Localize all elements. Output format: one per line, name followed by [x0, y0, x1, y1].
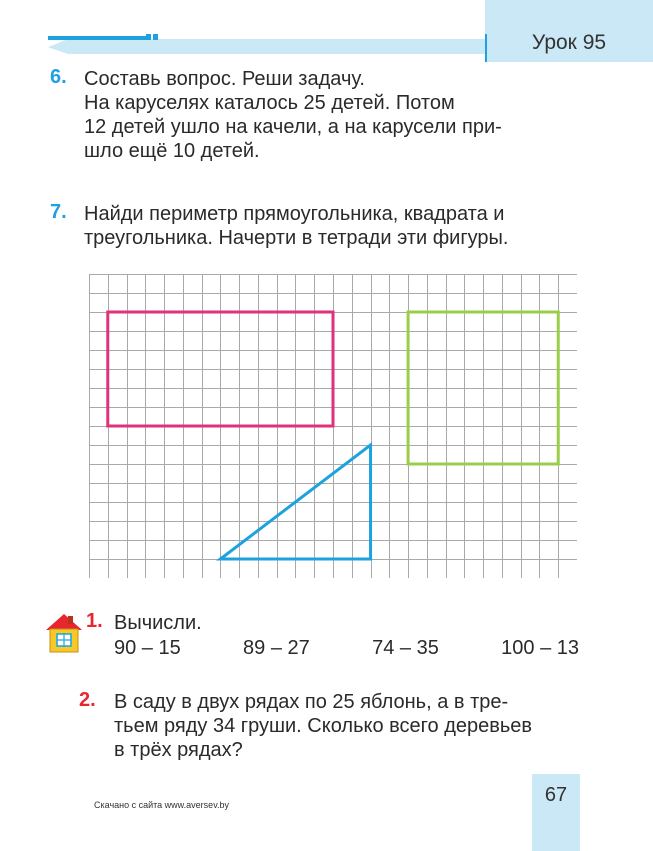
- header-decor-square: [153, 34, 158, 40]
- expression: 89 – 27: [243, 637, 310, 659]
- task-7-line: Найди периметр прямоугольника, квадрата и: [84, 203, 505, 225]
- home-task-1-number: 1.: [86, 610, 103, 632]
- task-6-line: 12 детей ушло на качели, а на карусели при-: [84, 116, 502, 138]
- task-6-text: [84, 67, 577, 163]
- home-task-1-title: Вычисли.: [114, 612, 202, 634]
- page-number-box: [532, 774, 580, 851]
- lesson-title: Урок 95: [531, 31, 607, 54]
- expression: 74 – 35: [372, 637, 439, 659]
- home-task-2-line: в трёх рядах?: [114, 739, 243, 761]
- grid-drawing: [89, 274, 577, 578]
- task-7-text: [84, 202, 577, 250]
- home-task-2-number: 2.: [79, 689, 96, 711]
- task-6-line: Составь вопрос. Реши задачу.: [84, 68, 365, 90]
- header-decor-square: [146, 34, 151, 40]
- home-task-2-text: [114, 690, 579, 762]
- task-7-number: 7.: [50, 201, 67, 223]
- home-task-2-line: В саду в двух рядах по 25 яблонь, а в тре-: [114, 691, 509, 713]
- task-6-line: шло ещё 10 детей.: [84, 140, 260, 162]
- header-band: [48, 39, 488, 54]
- header-stripe: [48, 36, 146, 40]
- task-6-line: На каруселях каталось 25 детей. Потом: [84, 92, 455, 114]
- house-icon: [44, 612, 84, 654]
- source-note: Скачано с сайта www.aversev.by: [94, 800, 230, 810]
- task-6-number: 6.: [50, 66, 67, 88]
- home-task-2-line: тьем ряду 34 груши. Сколько всего деревьев: [114, 715, 533, 737]
- page-number: 67: [544, 784, 568, 806]
- task-7-line: треугольника. Начерти в тетради эти фигуры.: [84, 227, 509, 249]
- expression: 90 – 15: [114, 637, 181, 659]
- grid-figure: [89, 274, 577, 578]
- lesson-header-box: [485, 0, 653, 62]
- expression: 100 – 13: [501, 637, 579, 659]
- expression-row: [114, 636, 579, 660]
